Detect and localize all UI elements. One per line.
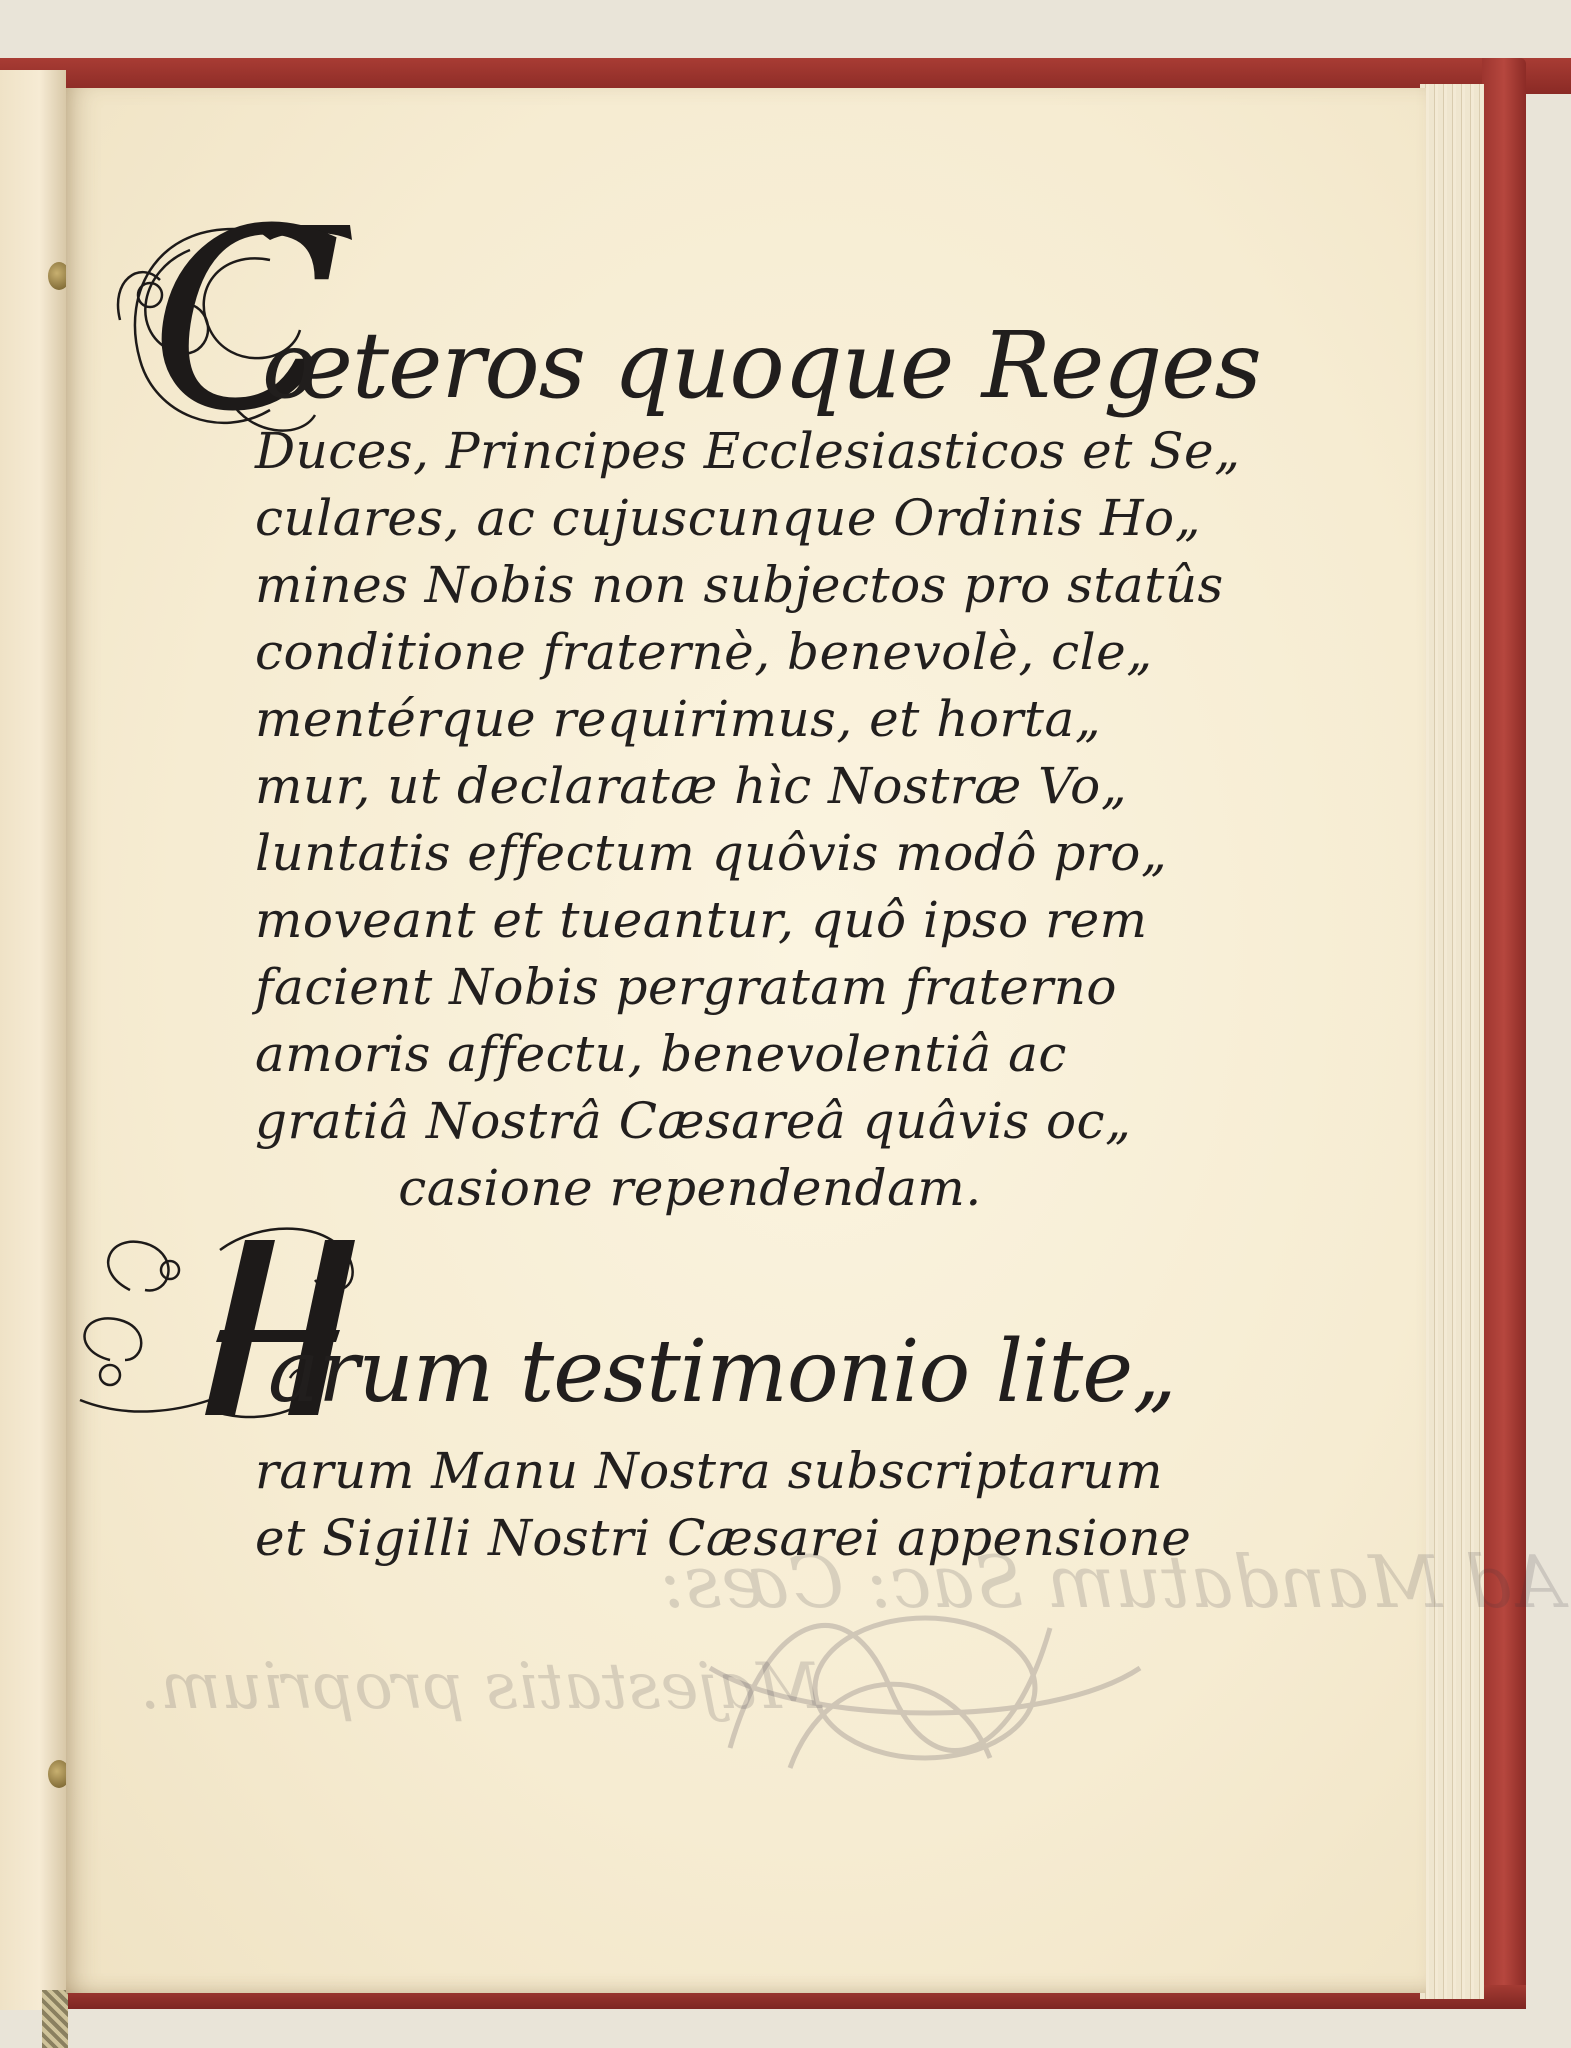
paragraph-2-body [255, 1438, 1255, 1572]
text-line: facient Nobis pergratam fraterno [255, 958, 1118, 1016]
ribbon-bookmark [42, 1990, 68, 2048]
text-line: conditione fraternè, benevolè, cle„ [255, 623, 1153, 681]
book-binding-right [1482, 58, 1526, 2003]
text-line: rarum Manu Nostra subscriptarum [255, 1442, 1163, 1500]
bleed-through-line: Ad Mandatum Sac: Cæs: [660, 1540, 1564, 1624]
drop-cap-initial: C [150, 175, 342, 466]
text-line: moveant et tueantur, quô ipso rem [255, 891, 1148, 949]
text-line: culares, ac cujuscunque Ordinis Ho„ [255, 489, 1202, 547]
text-line-final: casione rependendam. [398, 1159, 982, 1217]
paragraph-lead-line: arum testimonio lite„ [268, 1322, 1176, 1422]
text-line: luntatis effectum quôvis modô pro„ [255, 824, 1168, 882]
bleed-through-monogram [690, 1568, 1160, 1788]
paragraph-lead-line: œteros quoque Reges [262, 312, 1261, 419]
page-edges [1420, 84, 1484, 1999]
text-line: gratiâ Nostrâ Cæsareâ quâvis oc„ [255, 1092, 1132, 1150]
text-line: mentérque requirimus, et horta„ [255, 690, 1102, 748]
text-line: mur, ut declaratæ hìc Nostræ Vo„ [255, 757, 1128, 815]
text-line: amoris affectu, benevolentiâ ac [255, 1025, 1067, 1083]
text-line: mines Nobis non subjectos pro statûs [255, 556, 1224, 614]
paragraph-1-body [255, 418, 1245, 1222]
bleed-through-line: Majestatis proprium. [140, 1650, 822, 1724]
text-line: et Sigilli Nostri Cæsarei appensione [255, 1509, 1192, 1567]
left-page-edge [0, 70, 66, 2010]
text-line: Duces, Principes Ecclesiasticos et Se„ [255, 422, 1241, 480]
